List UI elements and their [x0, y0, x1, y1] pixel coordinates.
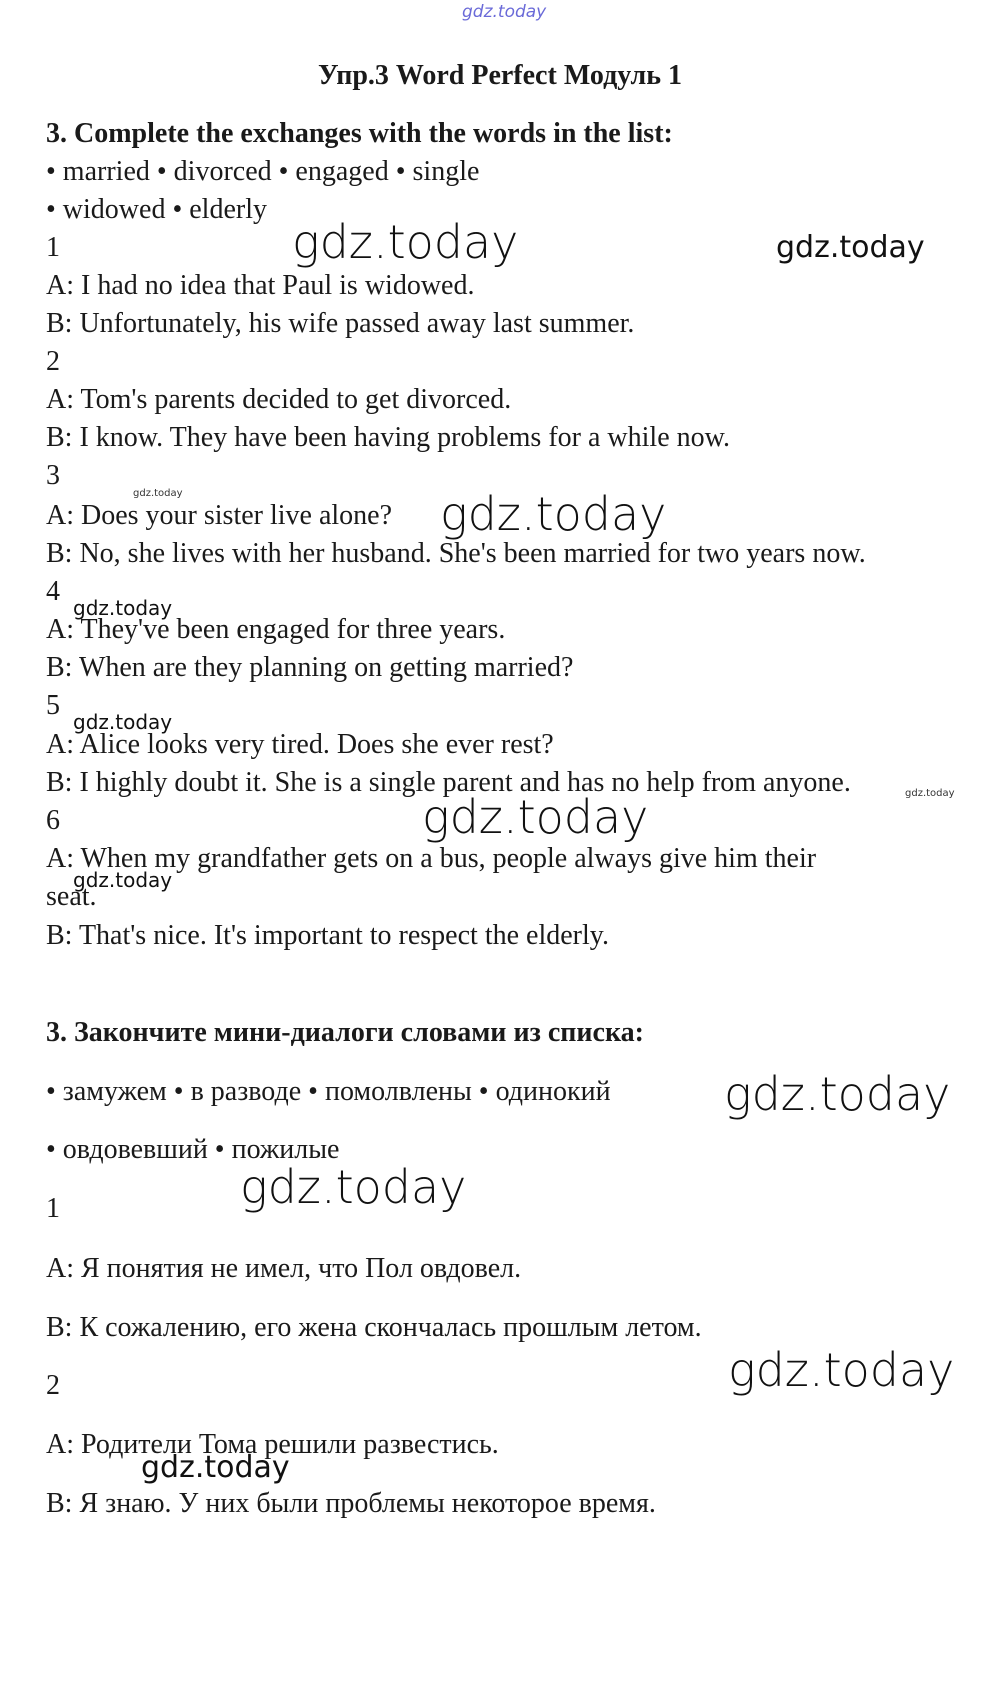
dialogue-line-b: B: When are they planning on getting married?	[46, 652, 574, 683]
page-title: Упр.3 Word Perfect Модуль 1	[317, 60, 683, 91]
exercise-heading-en: 3. Complete the exchanges with the words in the list:	[46, 118, 673, 149]
dialogue-line-a: А: Я понятия не имел, что Пол овдовел.	[46, 1253, 522, 1284]
dialogue-line-b: B: No, she lives with her husband. She's been married for two years now.	[46, 538, 866, 569]
watermark: gdz.today	[440, 487, 667, 541]
watermark: gdz.today	[73, 710, 173, 734]
word-list-line-2: • овдовевший • пожилые	[46, 1134, 340, 1165]
watermark: gdz.today	[776, 230, 925, 265]
dialogue-line-b: B: That's nice. It's important to respect the elderly.	[46, 920, 609, 951]
word-list-line-1: • замужем • в разводе • помолвлены • одинокий	[46, 1076, 611, 1107]
item-number: 6	[46, 805, 60, 836]
word-list-line-1: • married • divorced • engaged • single	[46, 156, 480, 187]
watermark: gdz.today	[133, 488, 183, 499]
item-number: 1	[46, 232, 60, 263]
item-number: 2	[46, 346, 60, 377]
item-number: 4	[46, 576, 60, 607]
watermark: gdz.today	[422, 790, 649, 844]
dialogue-line-a: A: When my grandfather gets on a bus, people always give him their	[46, 843, 817, 874]
dialogue-line-b: B: I highly doubt it. She is a single parent and has no help from anyone.	[46, 767, 851, 798]
item-number: 2	[46, 1370, 60, 1401]
item-number: 1	[46, 1193, 60, 1224]
item-number: 3	[46, 460, 60, 491]
item-number: 5	[46, 690, 60, 721]
watermark: gdz.today	[73, 868, 173, 892]
dialogue-line-a-continued: seat.	[46, 881, 97, 912]
watermark: gdz.today	[462, 2, 547, 22]
watermark: gdz.today	[724, 1067, 951, 1121]
watermark: gdz.today	[240, 1160, 467, 1214]
watermark: gdz.today	[292, 215, 519, 269]
watermark: gdz.today	[728, 1343, 955, 1397]
watermark: gdz.today	[73, 596, 173, 620]
exercise-heading-ru: 3. Закончите мини-диалоги словами из списка:	[46, 1017, 644, 1048]
dialogue-line-a: A: They've been engaged for three years.	[46, 614, 506, 645]
dialogue-line-a: A: Tom's parents decided to get divorced.	[46, 384, 512, 415]
watermark: gdz.today	[141, 1450, 290, 1485]
dialogue-line-b: B: Unfortunately, his wife passed away last summer.	[46, 308, 635, 339]
dialogue-line-a: А: Родители Тома решили развестись.	[46, 1429, 499, 1460]
dialogue-line-b: B: I know. They have been having problems for a while now.	[46, 422, 731, 453]
dialogue-line-b: В: Я знаю. У них были проблемы некоторое время.	[46, 1488, 656, 1519]
dialogue-line-b: В: К сожалению, его жена скончалась прошлым летом.	[46, 1312, 702, 1343]
watermark: gdz.today	[905, 788, 955, 799]
dialogue-line-a: A: Alice looks very tired. Does she ever rest?	[46, 729, 554, 760]
word-list-line-2: • widowed • elderly	[46, 194, 267, 225]
dialogue-line-a: A: Does your sister live alone?	[46, 500, 393, 531]
dialogue-line-a: A: I had no idea that Paul is widowed.	[46, 270, 475, 301]
